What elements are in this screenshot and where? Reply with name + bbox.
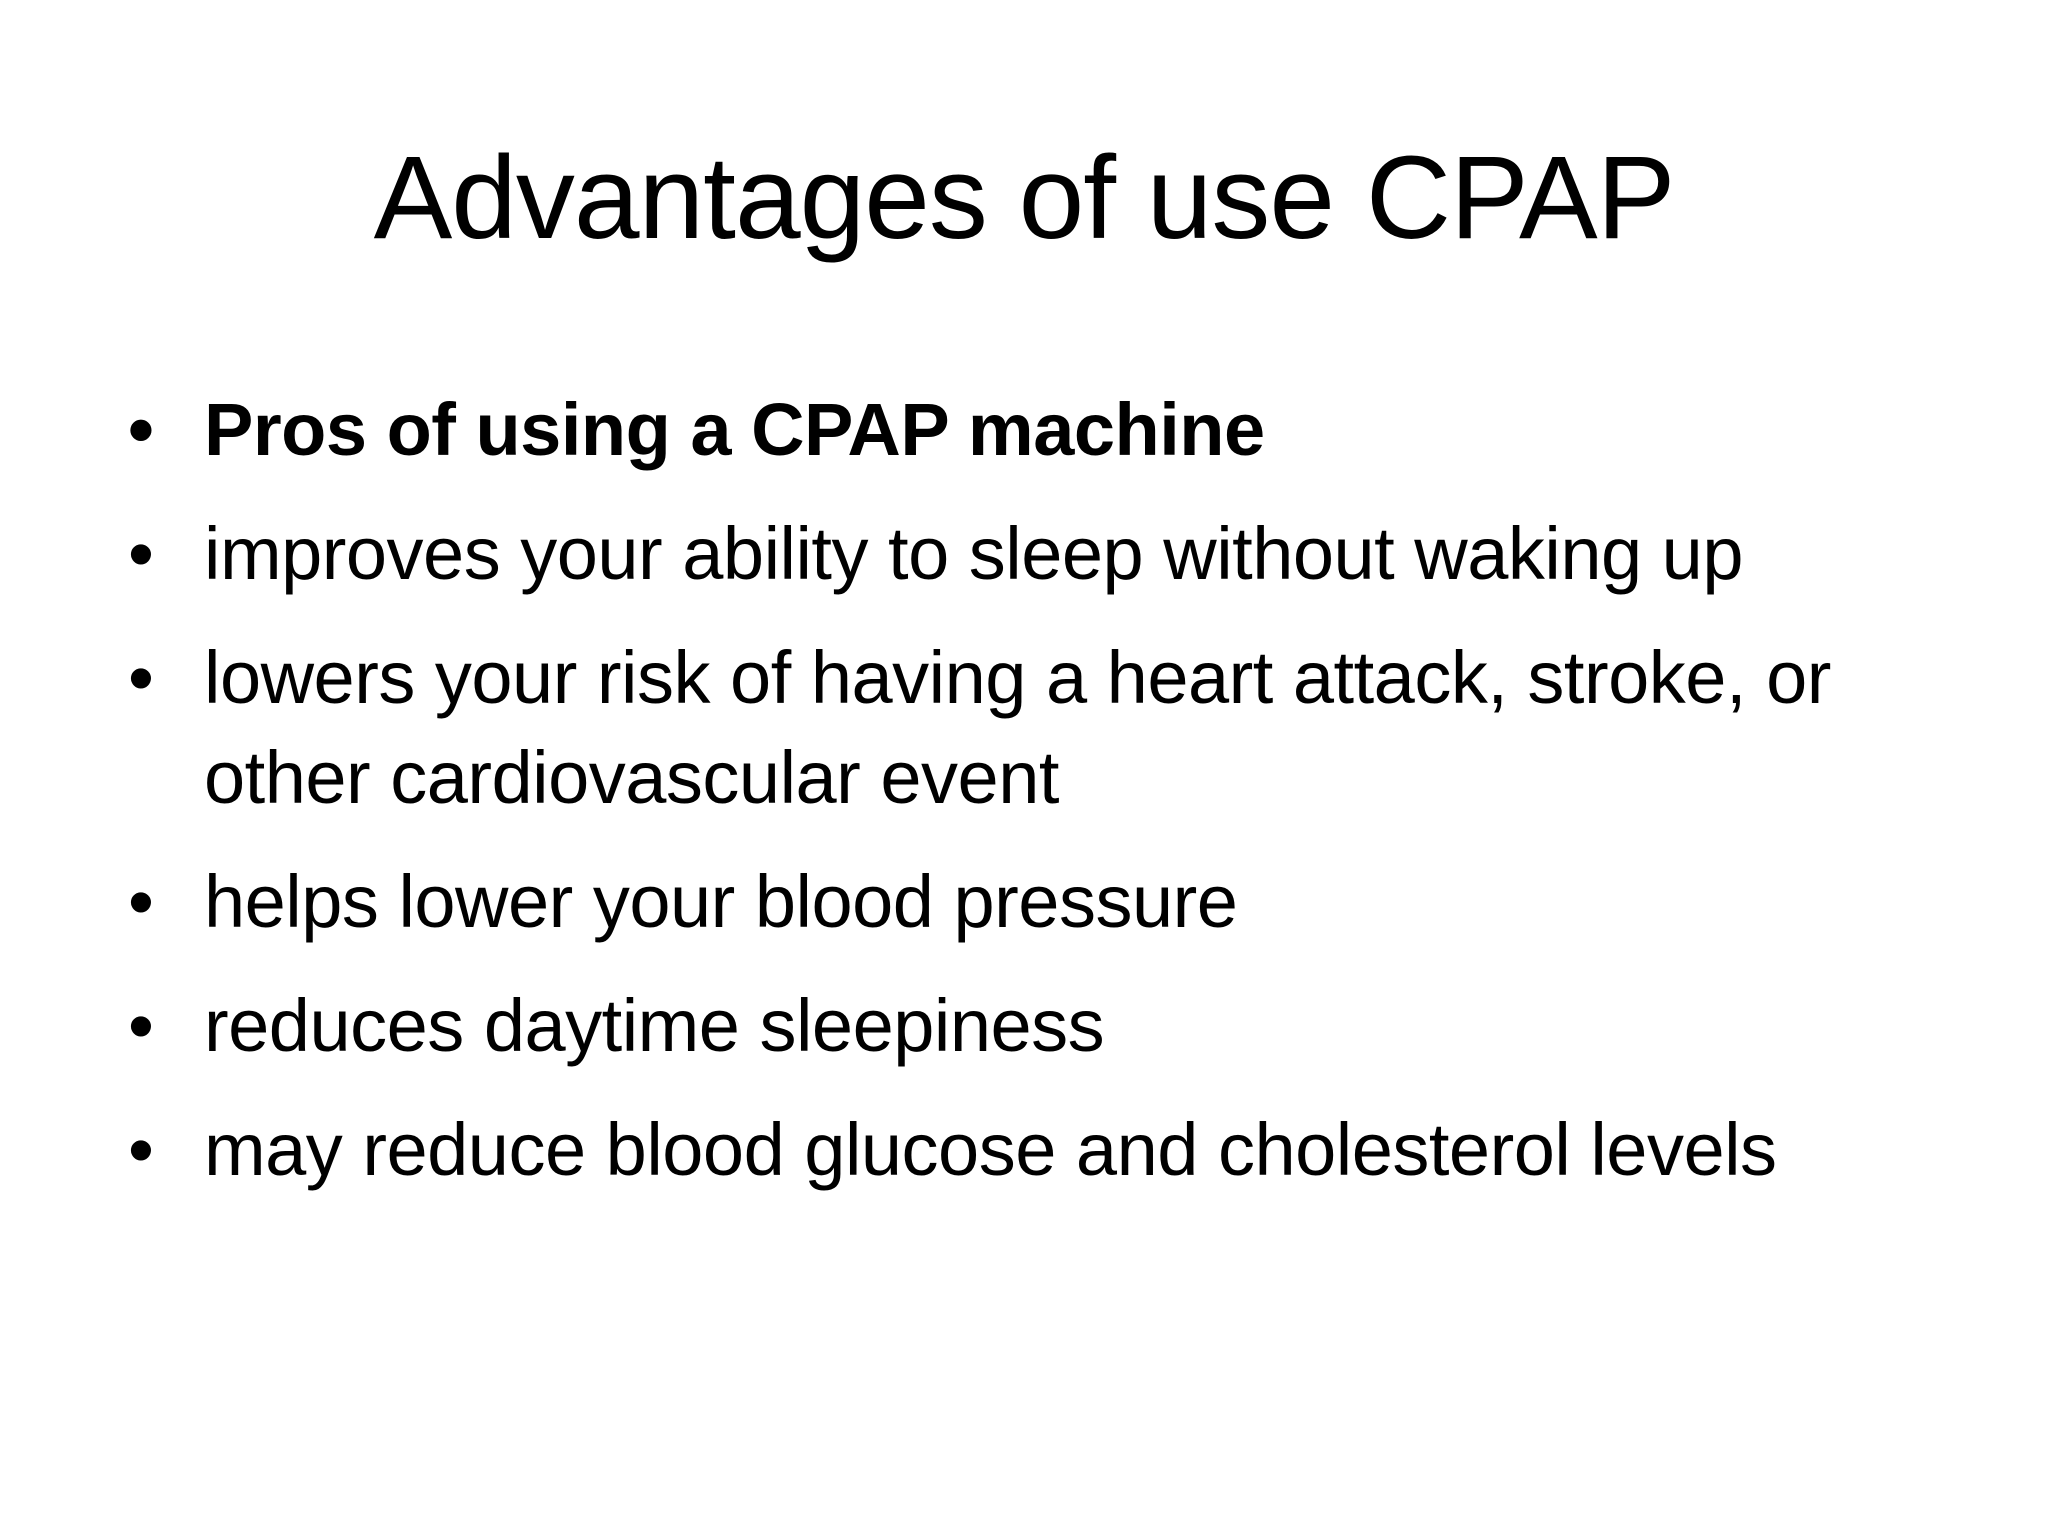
bullet-item	[120, 1100, 1960, 1200]
bullet-text: improves your ability to sleep without waking up	[204, 512, 1743, 595]
bullet-list	[120, 380, 1960, 1224]
bullet-text: reduces daytime sleepiness	[204, 984, 1105, 1067]
bullet-text: may reduce blood glucose and cholesterol levels	[204, 1108, 1777, 1191]
bullet-item	[120, 628, 1960, 828]
bullet-dot-icon: •	[128, 1108, 154, 1191]
bullet-item	[120, 380, 1960, 480]
bullet-text: lowers your risk of having a heart attack, stroke, or other cardiovascular event	[204, 636, 1831, 819]
slide-title: Advantages of use CPAP	[373, 132, 1675, 264]
bullet-dot-icon: •	[128, 512, 154, 595]
bullet-dot-icon: •	[128, 984, 154, 1067]
bullet-dot-icon: •	[128, 860, 154, 943]
bullet-item	[120, 852, 1960, 952]
bullet-dot-icon: •	[128, 636, 154, 719]
bullet-text: Pros of using a CPAP machine	[204, 388, 1265, 471]
bullet-text: helps lower your blood pressure	[204, 860, 1238, 943]
bullet-item	[120, 976, 1960, 1076]
bullet-dot-icon: •	[128, 388, 154, 471]
bullet-item	[120, 504, 1960, 604]
